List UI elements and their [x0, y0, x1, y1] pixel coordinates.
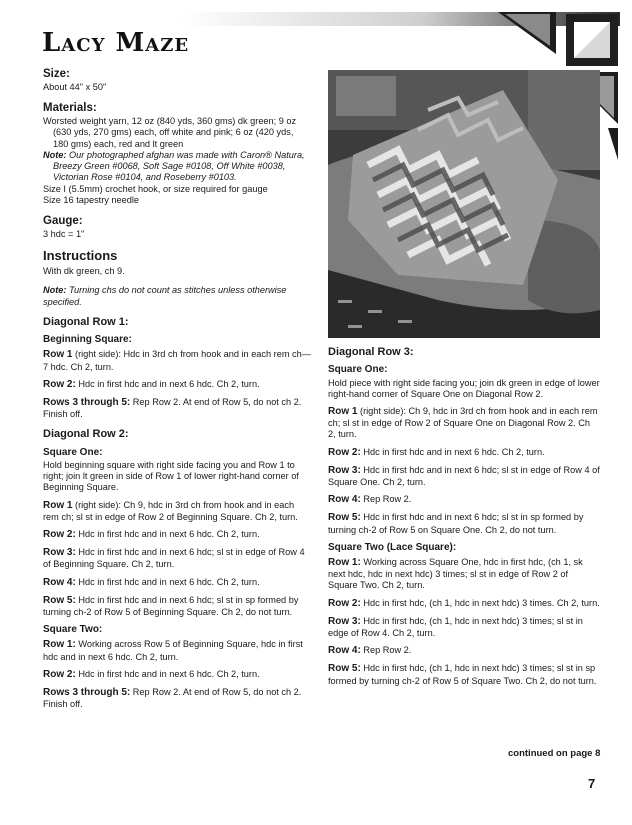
- diag3-sq1-heading: Square One:: [328, 364, 388, 376]
- instructions-start: With dk green, ch 9.: [43, 266, 125, 277]
- instructions-note: [43, 285, 311, 307]
- materials-note-text: Our photographed afghan was made with Caron® Natura, Breezy Green #0068, Soft Sage #0108, Off White #0038, Victorian Rose #0104, and Roseberry #0103.: [53, 149, 305, 183]
- diag2-sq1-row-4: Row 4: Hdc in first hdc and in next 6 hdc. Ch 2, turn.: [43, 576, 260, 588]
- diag1-row-3: Rows 3 through 5: Rep Row 2. At end of Row 5, do not ch 2. Finish off.: [43, 396, 302, 420]
- diag2-sq1-row-5: Row 5: Hdc in first hdc and in next 6 hdc; sl st in sp formed by turning ch-2 of Row 5 of Beginning Square. Ch 2, do not turn.: [43, 594, 299, 617]
- diag2-sq1-intro: Hold beginning square with right side facing you and Row 1 to right; join lt green in side of Row 1 of lower right-hand corner of Beginning Square.: [43, 459, 299, 493]
- materials-note: [43, 150, 311, 184]
- diag3-sq2-row-3: Row 3: Hdc in first hdc, (ch 1, hdc in next hdc) 3 times; sl st in edge of Row 4. Ch 2, turn.: [328, 615, 583, 639]
- materials-hook: Size I (5.5mm) crochet hook, or size required for gauge: [43, 183, 268, 194]
- diag3-sq2-row-2: Row 2: Hdc in first hdc, (ch 1, hdc in next hdc) 3 times. Ch 2, turn.: [328, 597, 600, 609]
- diag1-row-1: Row 1 (right side): Hdc in 3rd ch from hook and in each rem ch—7 hdc. Ch 2, turn.: [43, 349, 311, 372]
- diag3-sq1-row-3: Row 3: Hdc in first hdc and in next 6 hdc; sl st in edge of Row 4 of Square One. Ch 2, turn.: [328, 464, 600, 488]
- diag2-sq1-row-1: Row 1 (right side): Ch 9, hdc in 3rd ch from hook and in each rem ch; sl st in edge of Row 2 of Beginning Square. Ch 2, turn.: [43, 499, 298, 522]
- diag3-sq1-row-4: Row 4: Rep Row 2.: [328, 494, 412, 506]
- diag3-heading: Diagonal Row 3:: [328, 346, 414, 358]
- diag2-sq2-heading: Square Two:: [43, 624, 103, 636]
- gauge-heading: Gauge:: [43, 215, 83, 227]
- continued-note: continued on page 8: [508, 748, 601, 759]
- diag3-sq1-row-1: Row 1 (right side): Ch 9, hdc in 3rd ch from hook and in each rem ch; sl st in edge of Row 2 of Square One on Diagonal Row 2. Ch 2, turn.: [328, 406, 598, 440]
- size-heading: Size:: [43, 68, 70, 80]
- diag2-sq2-row-1: Row 1: Working across Row 5 of Beginning Square, hdc in first hdc and in next 6 hdc. Ch 2, turn.: [43, 639, 303, 662]
- instructions-heading: Instructions: [43, 248, 118, 264]
- diag3-sq1-intro: Hold piece with right side facing you; join dk green in edge of lower right-hand corner of Square One on Diagonal Row 2.: [328, 377, 600, 399]
- instructions-note-text: Turning chs do not count as stitches unless otherwise specified.: [43, 285, 287, 307]
- diag1-row-2: Row 2: Hdc in first hdc and in next 6 hdc. Ch 2, turn.: [43, 378, 260, 390]
- page-title: Lacy Maze: [42, 28, 190, 58]
- materials-heading: Materials:: [43, 102, 97, 115]
- gauge-text: 3 hdc = 1": [43, 229, 85, 240]
- diag2-heading: Diagonal Row 2:: [43, 428, 129, 441]
- instructions-note-label: Note:: [43, 285, 67, 296]
- diag3-sq2-row-1: Row 1: Working across Square One, hdc in first hdc, (ch 1, sk next hdc, hdc in next hdc) 3 times; sl st in edge of Row 2 of Square Two. Ch 2, turn.: [328, 557, 583, 591]
- left-column: [43, 67, 311, 716]
- size-text: About 44" x 50": [43, 82, 107, 93]
- diag2-sq2-row-2: Row 2: Hdc in first hdc and in next 6 hdc. Ch 2, turn.: [43, 668, 260, 680]
- diag3-sq2-row-5: Row 5: Hdc in first hdc, (ch 1, hdc in next hdc) 3 times; sl st in sp formed by turning ch-2 of Row 5 of Square Two. Ch 2, do not turn.: [328, 663, 597, 686]
- diag2-sq2-row-3: Rows 3 through 5: Rep Row 2. At end of Row 5, do not ch 2. Finish off.: [43, 686, 302, 710]
- right-column: [328, 346, 600, 693]
- materials-note-label: Note:: [43, 149, 67, 160]
- page-number: 7: [588, 776, 596, 791]
- diag3-sq2-row-4: Row 4: Rep Row 2.: [328, 645, 412, 657]
- diag3-sq2-heading: Square Two (Lace Square):: [328, 541, 457, 553]
- materials-yarn: Worsted weight yarn, 12 oz (840 yds, 360 gms) dk green; 9 oz (630 yds, 270 gms) each, off white and pink; 6 oz (420 yds, 180 gms) each, red and lt green: [43, 116, 297, 149]
- afghan-photo: [328, 70, 600, 338]
- diag3-sq1-row-2: Row 2: Hdc in first hdc and in next 6 hdc. Ch 2, turn.: [328, 446, 545, 458]
- diag1-heading: Diagonal Row 1:: [43, 315, 129, 328]
- diag1-sub: Beginning Square:: [43, 334, 132, 346]
- materials-needle: Size 16 tapestry needle: [43, 194, 140, 205]
- diag2-sq1-row-3: Row 3: Hdc in first hdc and in next 6 hdc; sl st in edge of Row 4 of Beginning Square. Ch 2, turn.: [43, 547, 305, 570]
- diag3-sq1-row-5: Row 5: Hdc in first hdc and in next 6 hdc; sl st in sp formed by turning ch-2 of Row 5 on Square One. Ch 2, do not turn.: [328, 512, 584, 535]
- diag2-sq1-heading: Square One:: [43, 446, 103, 458]
- diag2-sq1-row-2: Row 2: Hdc in first hdc and in next 6 hdc. Ch 2, turn.: [43, 529, 260, 540]
